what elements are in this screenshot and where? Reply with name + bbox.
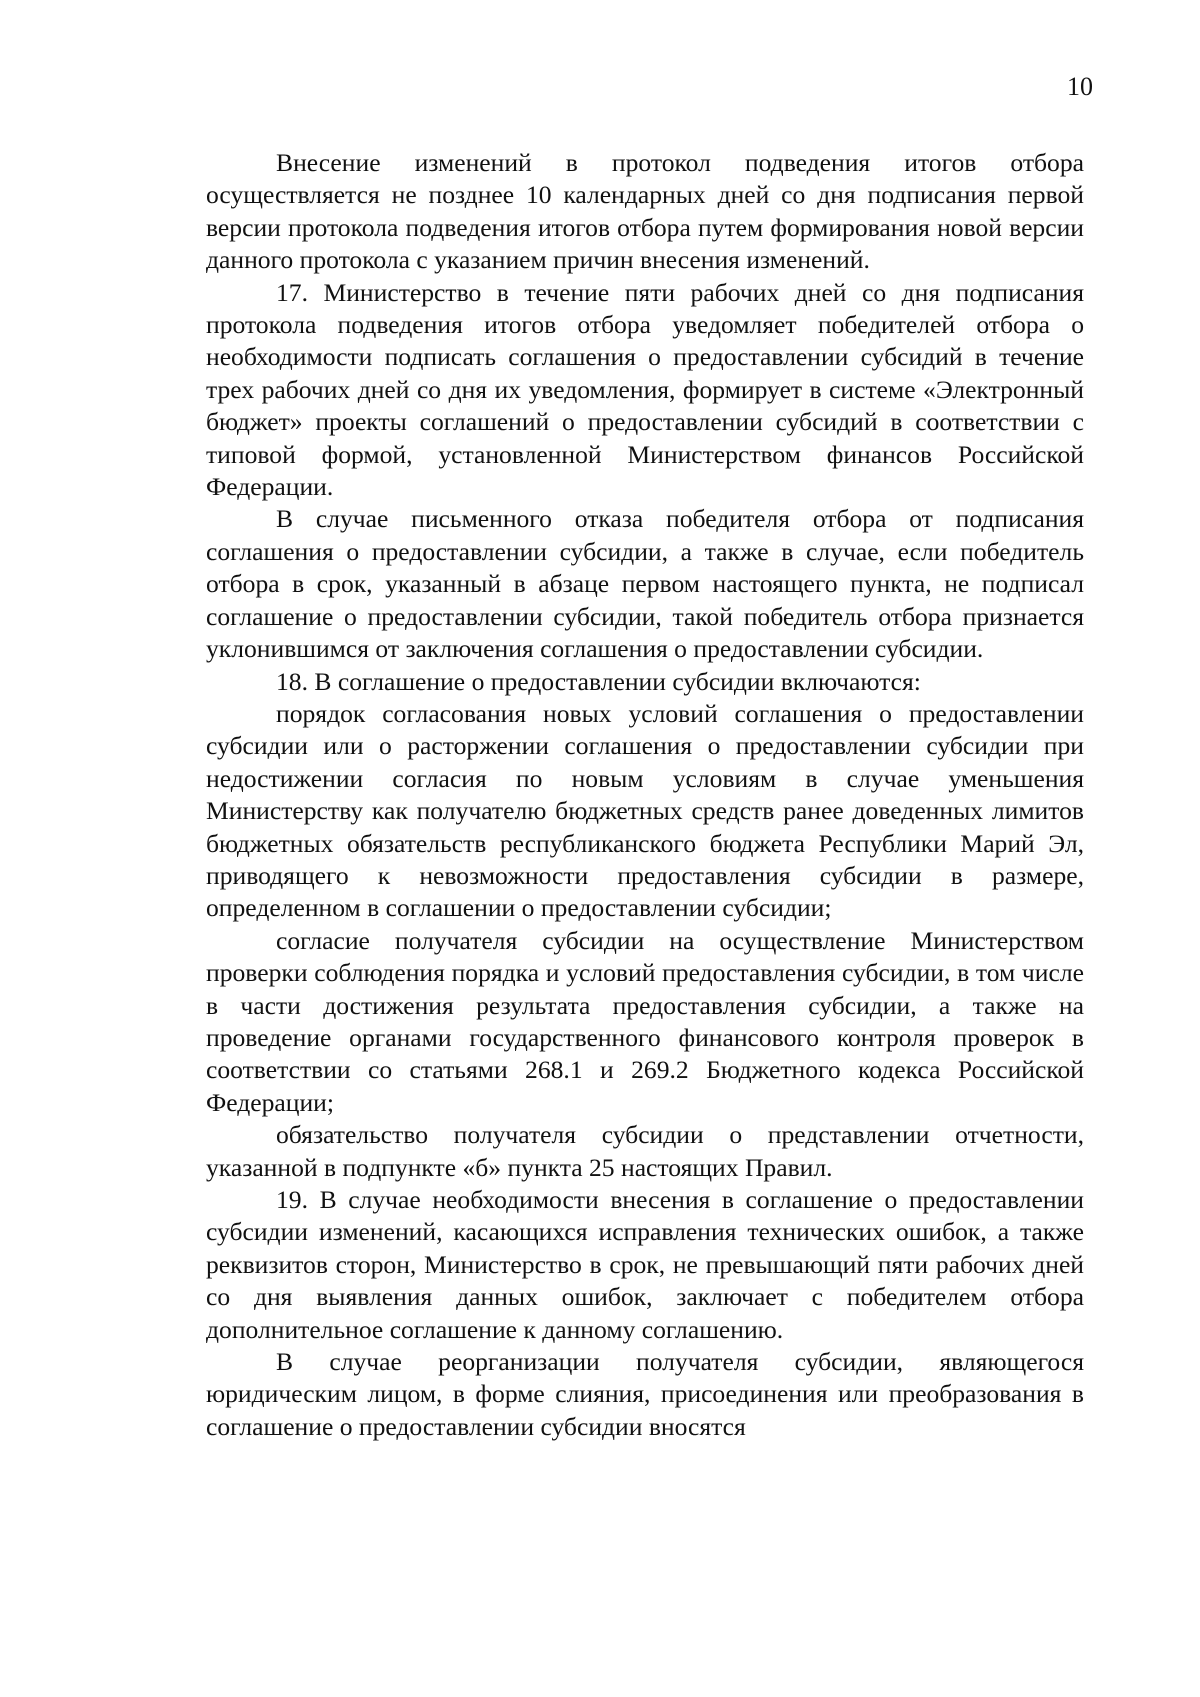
page-number: 10 xyxy=(1067,72,1093,101)
document-body xyxy=(206,147,1084,1443)
paragraph-new-conditions: порядок согласования новых условий соглашения о предоставлении субсидии или о расторжении соглашения о предоставлении субсидии при недостижении согласия по новым условиям в случае уменьшения Министерству как получателю бюджетных средств ранее доведенных лимитов бюджетных обязательств республиканского бюджета Республики Марий Эл, приводящего к невозможности предоставления субсидии в размере, определенном в соглашении о предоставлении субсидии; xyxy=(206,698,1084,923)
paragraph-reporting-obligation: обязательство получателя субсидии о представлении отчетности, указанной в подпункте «б» пункта 25 настоящих Правил. xyxy=(206,1120,1084,1182)
paragraph-protocol-changes: Внесение изменений в протокол подведения итогов отбора осуществляется не позднее 10 календарных дней со дня подписания первой версии протокола подведения итогов отбора путем формирования новой версии данного протокола с указанием причин внесения изменений. xyxy=(206,148,1084,275)
paragraph-reorganization: В случае реорганизации получателя субсидии, являющегося юридическим лицом, в форме слияния, присоединения или преобразования в соглашение о предоставлении субсидии вносятся xyxy=(206,1347,1084,1441)
paragraph-consent: согласие получателя субсидии на осуществление Министерством проверки соблюдения порядка и условий предоставления субсидии, в том числе в части достижения результата предоставления субсидии, а также на проведение органами государственного финансового контроля проверок в соответствии со статьями 268.1 и 269.2 Бюджетного кодекса Российской Федерации; xyxy=(206,925,1084,1117)
paragraph-item-19: 19. В случае необходимости внесения в соглашение о предоставлении субсидии изменений, касающихся исправления технических ошибок, а также реквизитов сторон, Министерство в срок, не превышающий пяти рабочих дней со дня выявления данных ошибок, заключает с победителем отбора дополнительное соглашение к данному соглашению. xyxy=(206,1185,1084,1344)
paragraph-item-17: 17. Министерство в течение пяти рабочих дней со дня подписания протокола подведения итогов отбора уведомляет победителей отбора о необходимости подписать соглашения о предоставлении субсидий в течение трех рабочих дней со дня их уведомления, формирует в системе «Электронный бюджет» проекты соглашений о предоставлении субсидий в соответствии с типовой формой, установленной Министерством финансов Российской Федерации. xyxy=(206,277,1084,502)
paragraph-refusal: В случае письменного отказа победителя отбора от подписания соглашения о предоставлении субсидии, а также в случае, если победитель отбора в срок, указанный в абзаце первом настоящего пункта, не подписал соглашение о предоставлении субсидии, такой победитель отбора признается уклонившимся от заключения соглашения о предоставлении субсидии. xyxy=(206,504,1084,664)
paragraph-item-18: 18. В соглашение о предоставлении субсидии включаются: xyxy=(276,666,921,696)
